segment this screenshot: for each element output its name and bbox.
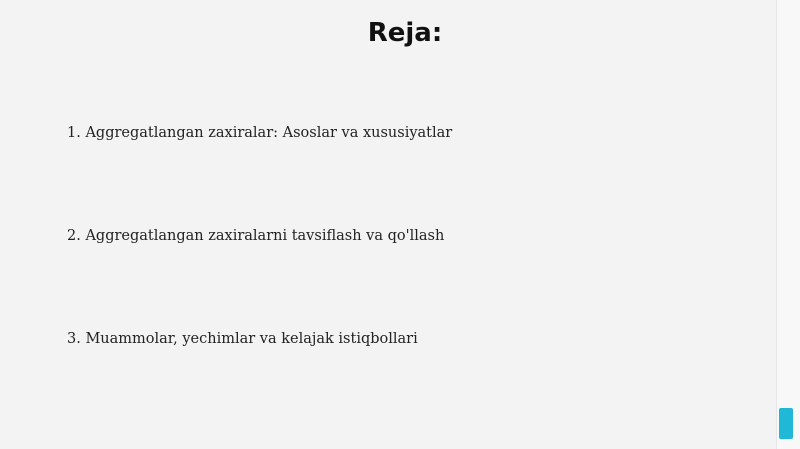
vertical-scrollbar[interactable] xyxy=(776,0,800,449)
plan-item-2: 2. Aggregatlangan zaxiralarni tavsiflash va qo'llash xyxy=(67,228,445,244)
scrollbar-thumb[interactable] xyxy=(779,408,793,439)
slide-title: Reja: xyxy=(367,18,443,48)
plan-item-3: 3. Muammolar, yechimlar va kelajak istiqbollari xyxy=(67,331,418,347)
plan-item-1: 1. Aggregatlangan zaxiralar: Asoslar va xususiyatlar xyxy=(67,125,453,141)
